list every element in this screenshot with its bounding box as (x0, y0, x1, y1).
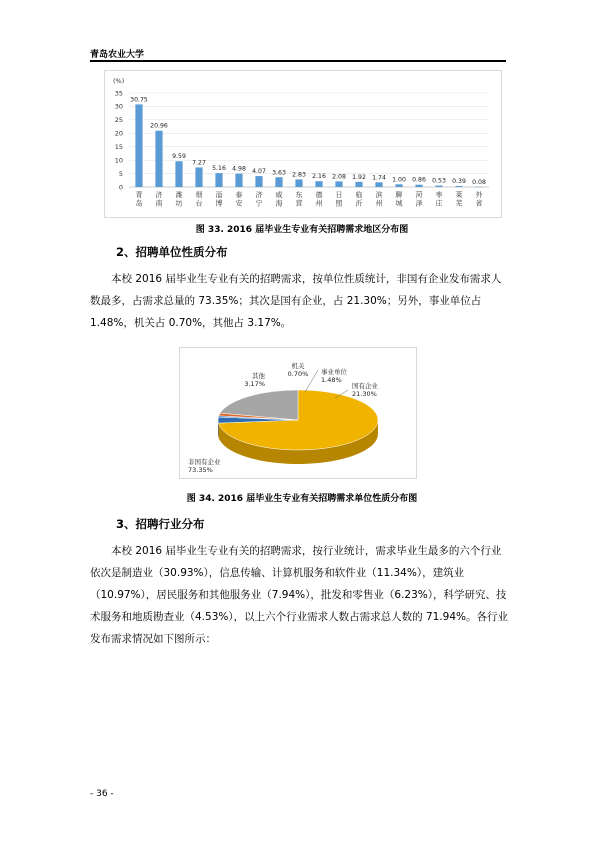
x-tick-label: 省 (475, 199, 483, 208)
x-tick-label: 潍 (175, 191, 183, 199)
bar-value-label: 2.16 (312, 173, 326, 181)
pie-slice-percent: 0.70% (287, 370, 309, 378)
bar (395, 184, 402, 187)
bar-value-label: 4.07 (252, 168, 266, 176)
bar (255, 176, 262, 187)
x-tick-label: 博 (215, 199, 223, 208)
x-tick-label: 淄 (215, 191, 223, 199)
pie-slice-label: 国有企业 (352, 382, 378, 390)
bar (195, 167, 202, 187)
x-tick-label: 威 (275, 191, 283, 199)
x-tick-label: 聊 (395, 191, 403, 199)
y-tick-label: 0 (118, 183, 123, 192)
bar-value-label: 7.27 (192, 159, 206, 167)
bar-value-label: 1.00 (392, 176, 406, 184)
x-tick-label: 东 (295, 191, 303, 199)
bar-value-label: 0.53 (432, 177, 446, 185)
x-tick-label: 州 (315, 199, 323, 208)
x-tick-label: 日 (335, 191, 343, 199)
x-tick-label: 烟 (195, 191, 203, 199)
x-tick-label: 海 (275, 199, 283, 208)
bar (135, 104, 142, 187)
y-tick-label: 20 (114, 129, 123, 138)
x-tick-label: 菏 (415, 191, 423, 199)
bar (275, 177, 282, 187)
x-tick-label: 南 (155, 199, 163, 208)
pie-slices (218, 390, 378, 450)
section-3-text: 本校 2016 届毕业生专业有关的招聘需求，按行业统计，需求毕业生最多的六个行业依次是制造业（30.93%），信息传输、计算机服务和软件业（11.34%），建筑业（10.97%），居民服务和其他服务业（7.94%），批发和零售业（6.23%），科学研究、技术服务和地质勘查业（4.53%），以上六个行业需求人数占需求总人数的 71.94%。各行业发布需求情况如下图所示： (90, 545, 508, 645)
bar-value-label: 1.92 (352, 173, 366, 181)
bar (375, 182, 382, 187)
y-tick-label: 35 (114, 89, 123, 98)
section-2-heading: 2、招聘单位性质分布 (116, 245, 228, 259)
bar (455, 186, 462, 187)
page-header-title: 青岛农业大学 (90, 50, 145, 60)
pie-slice-label: 机关 (291, 362, 305, 370)
bar-value-label: 1.74 (372, 174, 386, 182)
x-tick-label: 泽 (415, 199, 423, 208)
region-bar-chart (104, 70, 502, 218)
y-tick-label: 25 (114, 116, 123, 125)
x-tick-label: 安 (235, 199, 243, 208)
bar (215, 173, 222, 187)
x-tick-label: 泰 (235, 191, 243, 199)
x-tick-label: 宁 (255, 199, 263, 208)
x-tick-label: 州 (375, 199, 383, 208)
pie-slice-label: 事业单位 (321, 368, 347, 376)
pie-slice-percent: 3.17% (244, 380, 265, 388)
y-tick-label: 10 (114, 156, 123, 165)
x-tick-label: 滨 (375, 191, 383, 199)
y-tick-label: 30 (114, 102, 123, 111)
x-tick-label: 临 (355, 191, 363, 199)
section-3-heading: 3、招聘行业分布 (116, 517, 205, 531)
bar (175, 161, 182, 187)
x-tick-label: 城 (395, 199, 403, 208)
bar (315, 181, 322, 187)
bar-value-label: 9.59 (172, 153, 186, 161)
bar-value-label: 30.75 (130, 96, 148, 104)
bar (335, 181, 342, 187)
bar-value-label: 0.39 (452, 177, 466, 185)
bar-value-label: 2.08 (332, 173, 346, 181)
x-tick-label: 枣 (435, 191, 443, 199)
pie-slice-percent: 21.30% (352, 390, 377, 398)
x-tick-label: 岛 (135, 199, 143, 208)
bar-series (130, 96, 486, 207)
y-axis-label: (%) (113, 77, 125, 85)
bar (355, 182, 362, 187)
pie-slice-percent: 73.35% (188, 466, 213, 474)
x-tick-label: 坊 (175, 199, 183, 208)
section-2-paragraph (90, 268, 510, 334)
bar (295, 179, 302, 187)
bar (415, 185, 422, 187)
section-2-text: 本校 2016 届毕业生专业有关的招聘需求，按单位性质统计，非国有企业发布需求人数最多，占需求总量的 73.35%；其次是国有企业，占 21.30%；另外，事业单位占 1.48%，机关占 0.70%，其他占 3.17%。 (90, 273, 502, 329)
x-tick-label: 莱 (455, 191, 463, 199)
bar (435, 186, 442, 187)
x-tick-label: 台 (195, 199, 203, 208)
x-tick-label: 营 (295, 199, 303, 208)
bar-value-label: 0.08 (472, 178, 486, 186)
x-tick-label: 济 (155, 191, 163, 199)
bar-value-label: 5.16 (212, 165, 226, 173)
x-tick-label: 沂 (355, 199, 363, 208)
pie-slice-percent: 1.48% (321, 376, 342, 384)
y-tick-label: 5 (118, 169, 123, 178)
x-tick-label: 青 (135, 191, 143, 199)
unit-type-pie-chart (179, 347, 417, 479)
x-tick-label: 德 (315, 191, 323, 199)
x-tick-label: 外 (475, 191, 483, 199)
x-tick-label: 芜 (455, 199, 463, 208)
section-3-paragraph (90, 540, 510, 650)
bar-value-label: 3.63 (272, 169, 286, 177)
x-tick-label: 济 (255, 191, 263, 199)
bar-value-label: 0.86 (412, 176, 426, 184)
y-tick-label: 15 (114, 143, 123, 152)
page-header-rule (90, 60, 506, 62)
bar (155, 131, 162, 187)
figure-34-caption: 图 34. 2016 届毕业生专业有关招聘需求单位性质分布图 (186, 494, 418, 504)
page-number: - 36 - (90, 789, 114, 799)
pie-slice-label: 其他 (252, 372, 265, 380)
region-bar-chart-svg (105, 71, 501, 217)
x-tick-label: 照 (335, 199, 343, 208)
bar (235, 174, 242, 187)
bar-value-label: 20.96 (150, 122, 168, 130)
bar-value-label: 4.98 (232, 165, 246, 173)
unit-type-pie-chart-svg (180, 348, 416, 478)
figure-33-caption: 图 33. 2016 届毕业生专业有关招聘需求地区分布图 (195, 225, 409, 235)
pie-slice-label: 非国有企业 (188, 458, 221, 466)
bar-value-label: 2.83 (292, 171, 306, 179)
x-tick-label: 庄 (435, 199, 443, 208)
